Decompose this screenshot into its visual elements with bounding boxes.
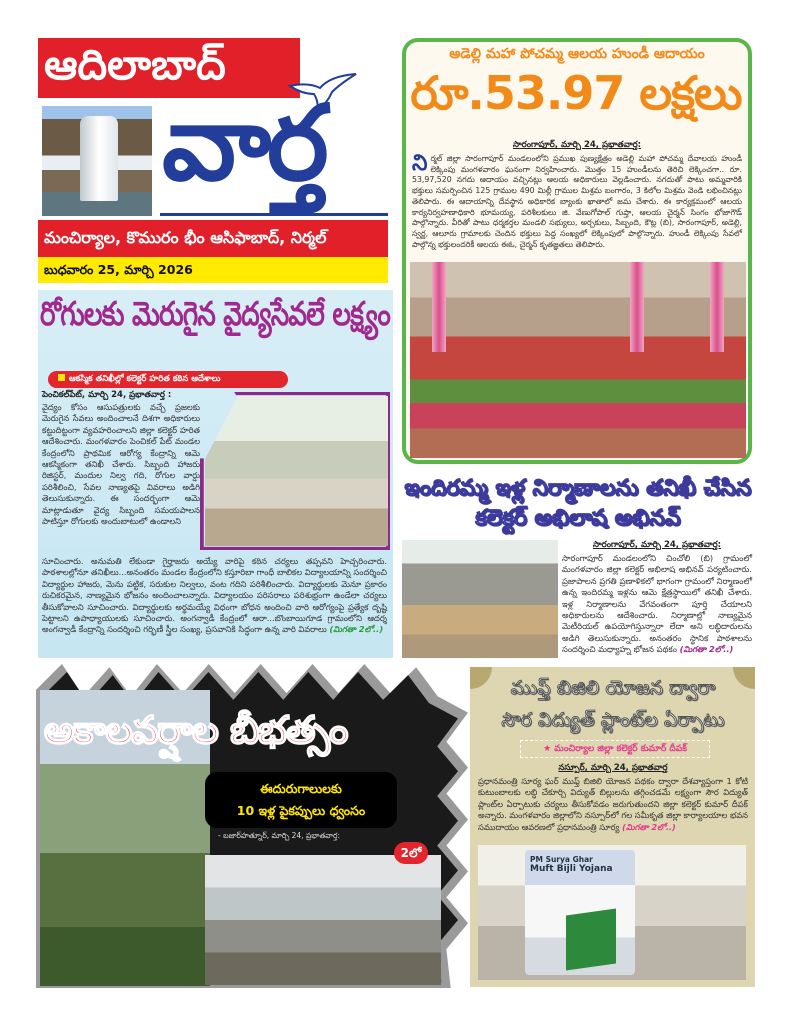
body-text: సూచించారు. అనుమతి లేకుండా గైర్హాజరు అయ్యే వారిపై కఠిన చర్యలు తప్పవని హెచ్చరించారు. పాఠశాలల్లోనూ తనిఖీలు...అనంతరం మండల కేంద్రంలోని కస్తూరిబా గాంధీ బాలికల విద్యాలయాన్ని సందర్శించి విద్యార్థుల హాజరు, మెను పట్టిక, సరుకుల నిల్వలు, వంట గదిని పరిశీలించారు. విద్యార్థులకు మెనూ ప్రకారం రుచికరమైన, నాణ్యమైన భోజనం అందించాలన్నారు. విద్యాలయం పరిసరాలు పరిశుభ్రంగా ఉండేలా చర్యలు తీసుకోవాలని సూచించారు. విద్యార్థులకు అర్థమయ్యే విధంగా బోధన అందించి వారి ఆరోగ్యంపై ప్రత్యేక దృష్టి పెట్టాలని ఉపాధ్యాయులకు సూచించారు. అంగన్వాడీ కేంద్రంలో ఆరా...బొంబాయిగూడ గ్రామంలోని ఆదర్శ అంగన్వాడీ కేంద్రాన్ని సందర్శించి గర్భిణీ స్త్రీల సంఖ్య, ప్రసవానికి సిద్ధంగా ఉన్న వారి వివరాలు: [42, 556, 387, 635]
temple-article-body: [412, 151, 742, 250]
rain-article-dateline: - బజార్‌హత్నూర్, మార్చి 24, ప్రభాతవార్త:: [218, 831, 340, 840]
solar-article-body: [478, 776, 748, 833]
continued-page-badge: 2లో: [394, 842, 428, 864]
headline-line-2: కలెక్టర్ అభిలాష అభినవ్: [475, 506, 681, 531]
van-text-2: Muft Bijli Yojana: [530, 864, 613, 874]
van-banner-text: [530, 855, 630, 874]
health-article-subhead: [48, 371, 288, 388]
temple-article-dateline: సారంగాపూర్, మార్చి 24, ప్రభాతవార్త:: [512, 140, 642, 150]
masthead-title-main: వార్త: [162, 82, 325, 204]
continued-link: (మిగతా 2లో..): [622, 821, 676, 832]
health-article-body-top: వైద్యం కోసం ఆసుపత్రులకు వచ్చే ప్రజలకు మెరుగైన సేవలు అందించాలనే దిశగా అధికారులు కట్టుదిట్టంగా వ్యవహరించాలని జిల్లా కలెక్టర్ హరిత ఆదేశించారు. మంగళవారం పెంచికల్ పేట్ మండల కేంద్రంలోని ప్రాథమిక ఆరోగ్య కేంద్రాన్ని ఆమె ఆకస్మికంగా తనిఖీ చేశారు. సిబ్బంది హాజరు రిజిస్టర్, మందుల నిల్వ గది, రోగుల వార్డు పరిశీలించి, సేవల నాణ్యతపై వివరాలు అడిగి తెలుసుకున్నారు. ఈ సందర్భంగా ఆమె మాట్లాడుతూ వైద్య సిబ్బంది సమయపాలన పాటిస్తూ రోగులకు అందుబాటులో ఉండాలని: [42, 402, 200, 527]
housing-article-headline: [402, 474, 754, 534]
body-text: ప్రధానమంత్రి సూర్య ఘర్ ముఫ్త్ బిజిలి యోజన పథకం ద్వారా దేశవ్యాప్తంగా 1 కోటి కుటుంబాలకు లబ్ధి చేకూర్చి విద్యుత్ బిల్లులను తగ్గించడమే లక్ష్యంగా సౌర విద్యుత్ ప్లాంట్‌ల ఏర్పాటుకు చర్యలు తీసుకోవడం జరుగుతుందని జిల్లా కలెక్టర్ కుమార్ దీపక్ అన్నారు. మంగళవారం జిల్లాలోని నస్పూర్‌లో గల సమీకృత జిల్లా కార్యాలయాల భవన సముదాయం ఆవరణలో ప్రధానమంత్రి సూర్య: [478, 776, 748, 832]
van-text-1: PM Surya Ghar: [530, 855, 593, 864]
temple-article-text: ర్మల్ జిల్లా సారంగాపూర్ మండలంలోని ప్రముఖ పుణ్యక్షేత్రం అడెల్లి మహా పోచమ్మ దేవాలయ హుండీ లెక్కింపు మంగళవారం ఘనంగా నిర్వహించారు. మొత్తం 15 హుండీలను తెరిచి లెక్కించగా.. రూ. 53,97,520 నగదు ఆదాయం వచ్చినట్లు ఆలయ అధికారులు వెల్లడించారు. నగదుతో పాటు అమ్మవారికి భక్తులు సమర్పించిన 125 గ్రాముల 490 మిల్లీ గ్రాముల మిశ్రమ బంగారం, 3 కిలోల మిశ్రమ వెండి లభించినట్లు తెలిపారు. ఈ ఆదాయాన్ని దేవస్థాన అధికారిక బ్యాంకు ఖాతాలో జమ చేశారు. ఈ కార్యక్రమంలో ఆలయ కార్యనిర్వహణాధికారి భూమయ్య, పరిశీలకులు జి. వేణుగోపాల్ గుప్తా, ఆలయ చైర్మన్ సింగం భోజాగౌడ్ పాల్గొన్నారు. వీరితో పాటు ధర్మకర్తల మండలి సభ్యులు, అర్చకులు, సిబ్బంది, కౌట్ల (బి), సారంగాపూర్, అడెల్లి, స్వర్ణ, ఆలూరు గ్రామాలకు చెందిన భక్తులు పెద్ద సంఖ్యలో లెక్కింపులో పాల్గొన్నారు. హుండీ లెక్కింపు సేవలో పాల్గొన్న భక్తులందరికీ ఆలయ ఈఓ, చైర్మన్ కృతజ్ఞతలు తెలిపారు.: [412, 154, 742, 249]
waterfall-stream: [80, 116, 118, 201]
headline-line-2: సౌర విద్యుత్ ప్లాంట్‌ల ఏర్పాటు: [501, 709, 725, 731]
housing-inspection-photo: [402, 540, 558, 658]
rain-article-subhead-box: [205, 772, 397, 828]
headline-line-1: ఇందిరమ్మ ఇళ్ల నిర్మాణాలను తనిఖీ చేసిన: [404, 476, 752, 501]
health-article-dateline: పెంచికల్‌పేట్, మార్చి 24, ప్రభాతవార్త :: [42, 390, 172, 400]
health-article-headline-wrap: [40, 294, 390, 341]
body-text: సారంగాపూర్ మండలంలోని చించోలి (బి) గ్రామంలో మంగళవారం జిల్లా కలెక్టర్ అభిలాష అభినవ్ పర్యటించారు. ప్రజాపాలన ప్రగతి ప్రణాళికలో భాగంగా గ్రామంలో నిర్మాణంలో ఉన్న ఇందిరమ్మ ఇళ్లను ఆమె క్షేత్రస్థాయిలో తనిఖీ చేశారు. ఇళ్ల నిర్మాణాలను వేగవంతంగా పూర్తి చేయాలని అధికారులను ఆదేశించారు. నిర్మాణాల్లో నాణ్యమైన మెటీరియల్ ఉపయోగిస్తున్నారా లేదా అని లబ్ధిదారులను అడిగి తెలుసుకున్నారు. అనంతరం స్థానిక పాఠశాలను సందర్శించి మధ్యాహ్న భోజన పథకం: [562, 553, 752, 655]
temple-article-headline: రూ.53.97 లక్షలు: [410, 66, 742, 120]
damaged-roof-photo: [205, 855, 441, 985]
temple-devotees-photo: [410, 262, 746, 458]
housing-article-body: [562, 553, 752, 656]
headline-line-1: ముఫ్త్ బిజిలి యోజన ద్వారా: [510, 677, 716, 699]
solar-article-dateline: నస్పూర్, మార్చి 24, ప్రభాతవార్త: [558, 763, 668, 773]
housing-article-dateline: సారంగాపూర్, మార్చి 24, ప్రభాతవార్త:: [592, 540, 722, 550]
solar-article-subhead: ★ మంచిర్యాల జిల్లా కలెక్టర్ కుమార్ దీపక్: [520, 740, 710, 758]
subhead-line-2: 10 ఇళ్ల పైకప్పులు ధ్వంసం: [236, 803, 366, 818]
health-article-headline: రోగులకు మెరుగైన వైద్యసేవలే లక్ష్యం: [40, 294, 391, 333]
solar-article-headline: [474, 672, 752, 736]
continued-link: (మిగతా 2లో..): [679, 644, 734, 655]
continued-link: (మిగతా 2లో..): [329, 624, 384, 635]
masthead-date: బుధవారం 25, మార్చి 2026: [38, 257, 388, 283]
masthead-districts: మంచిర్యాల, కొమురం భీం ఆసిఫాబాద్, నిర్మల్: [38, 220, 388, 257]
masthead-underline: [160, 213, 388, 216]
masthead-title-top: ఆదిలాబాద్: [44, 40, 226, 89]
health-article-body-bottom: [42, 556, 387, 636]
subhead-line-1: ఈదురుగాలులకు: [260, 781, 342, 796]
bullet-square-icon: [58, 374, 65, 381]
green-flag: [566, 908, 616, 970]
collector-inspection-photo: [205, 396, 388, 546]
subhead-text: ఆకస్మిక తనిఖీల్లో కలెక్టర్ హరిత కఠిన ఆదేశాలు: [69, 374, 221, 384]
temple-article-kicker: అడెల్లి మహా పోచమ్మ ఆలయ హుండీ ఆదాయం: [449, 46, 705, 62]
dropcap: ని: [412, 151, 428, 176]
rain-article-headline: అకాలవర్షాల బీభత్సం: [44, 708, 348, 752]
